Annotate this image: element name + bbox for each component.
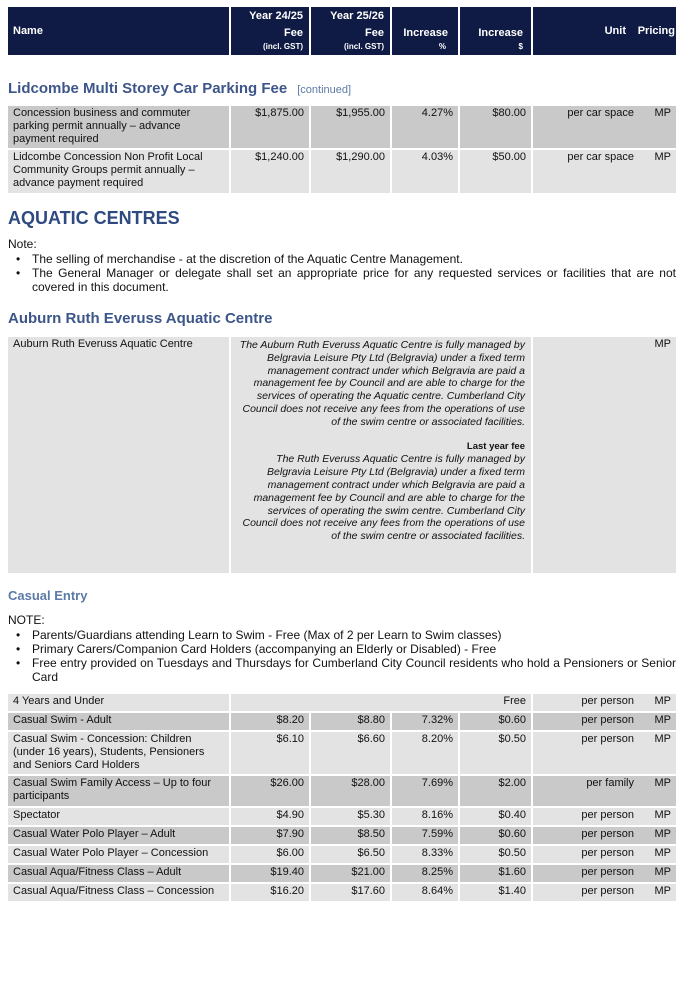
row-pricing: MP <box>639 865 676 882</box>
row-fee-2425: $7.90 <box>231 827 309 844</box>
row-fee-2526: $1,955.00 <box>311 106 390 148</box>
row-name: Casual Water Polo Player – Concession <box>8 846 229 863</box>
parking-section-title <box>8 80 351 97</box>
header-unit: Unit <box>604 25 626 37</box>
row-unit: per person <box>533 884 639 901</box>
row-name: Casual Swim - Adult <box>8 713 229 730</box>
row-name: Concession business and commuter parking permit annually – advance payment required <box>8 106 229 148</box>
row-increase-pct: 8.25% <box>392 865 458 882</box>
row-pricing: MP <box>639 732 676 774</box>
row-increase-dollar: $2.00 <box>460 776 531 806</box>
row-pricing: MP <box>639 808 676 825</box>
row-unit: per car space <box>533 106 639 148</box>
list-item: • The General Manager or delegate shall set an appropriate price for any requested services or facilities that are not covered in this document. <box>14 266 676 294</box>
row-unit: per person <box>533 808 639 825</box>
row-fee-2526: $8.80 <box>311 713 390 730</box>
header-inc-pct: Increase <box>403 27 448 39</box>
row-pricing: MP <box>639 846 676 863</box>
table-row <box>8 732 676 774</box>
row-fee-2425: $16.20 <box>231 884 309 901</box>
row-increase-dollar: $1.60 <box>460 865 531 882</box>
row-increase-dollar: $0.50 <box>460 732 531 774</box>
row-fee-2425: $1,240.00 <box>231 150 309 193</box>
table-row <box>8 106 676 148</box>
row-fee-2425: $8.20 <box>231 713 309 730</box>
row-pricing: MP <box>639 713 676 730</box>
row-increase-pct: 4.03% <box>392 150 458 193</box>
row-pricing: MP <box>639 106 676 148</box>
row-fee-2425: $19.40 <box>231 865 309 882</box>
auburn-description-text: The Auburn Ruth Everuss Aquatic Centre is fully managed by Belgravia Leisure Pty Ltd (Belgravia) under a fixed term management contract under which Belgravia are paid a management fee by Council and are able to charge for the services of operating the Aquatic centre. Cumberland City Council does not receive any fees from the operations of use of the swim centre or associated facilities. <box>239 339 525 428</box>
header-unit-col <box>533 7 676 55</box>
header-inc-dol: Increase <box>478 27 523 39</box>
row-fee-2526: $6.60 <box>311 732 390 774</box>
last-year-text: The Ruth Everuss Aquatic Centre is fully managed by Belgravia Leisure Pty Ltd (Belgravia) under a fixed term management contract under which Belgravia are paid a management fee by Council and are able to charge for the services of operating the swim centre. Cumberland City Council does not receive any fees from the operations of use of the swim centre or associated facilities. <box>242 453 525 543</box>
row-fee-2526: $17.60 <box>311 884 390 901</box>
row-fee-free: Free <box>231 694 531 711</box>
row-increase-dollar: $80.00 <box>460 106 531 148</box>
aquatic-notes-list <box>14 252 676 294</box>
row-fee-2526: $5.30 <box>311 808 390 825</box>
row-fee-2425: $6.00 <box>231 846 309 863</box>
table-row <box>8 827 676 844</box>
row-fee-2425: $26.00 <box>231 776 309 806</box>
row-pricing: MP <box>639 776 676 806</box>
row-increase-dollar: $0.60 <box>460 713 531 730</box>
row-increase-dollar: $1.40 <box>460 884 531 901</box>
header-year1-fee: Fee <box>284 27 303 39</box>
row-increase-pct: 7.32% <box>392 713 458 730</box>
continued-label: [continued] <box>297 84 352 96</box>
row-pricing: MP <box>533 337 676 573</box>
row-pricing: MP <box>639 694 676 711</box>
list-item: • Parents/Guardians attending Learn to Swim - Free (Max of 2 per Learn to Swim classes) <box>14 628 676 642</box>
row-increase-pct: 8.16% <box>392 808 458 825</box>
row-increase-dollar: $0.40 <box>460 808 531 825</box>
header-name: Name <box>13 25 43 37</box>
row-fee-2526: $28.00 <box>311 776 390 806</box>
header-inc-pct-unit: % <box>438 42 446 51</box>
table-row <box>8 884 676 901</box>
table-row <box>8 808 676 825</box>
row-increase-pct: 4.27% <box>392 106 458 148</box>
row-name: Casual Swim - Concession: Children (under 16 years), Students, Pensioners and Seniors Card Holders <box>8 732 229 774</box>
row-pricing: MP <box>639 150 676 193</box>
row-increase-dollar: $0.60 <box>460 827 531 844</box>
header-year2-col <box>311 7 390 55</box>
row-unit: per family <box>533 776 639 806</box>
row-name: Casual Water Polo Player – Adult <box>8 827 229 844</box>
header-year1-gst: (incl. GST) <box>263 42 303 51</box>
row-unit: per person <box>533 846 639 863</box>
row-name: 4 Years and Under <box>8 694 229 711</box>
row-unit: per car space <box>533 150 639 193</box>
row-name: Casual Aqua/Fitness Class – Adult <box>8 865 229 882</box>
table-row <box>8 776 676 806</box>
auburn-description <box>231 337 531 573</box>
table-row <box>8 865 676 882</box>
last-year-label: Last year fee <box>466 440 525 452</box>
row-fee-2526: $6.50 <box>311 846 390 863</box>
row-pricing: MP <box>639 827 676 844</box>
row-pricing: MP <box>639 884 676 901</box>
table-row <box>8 337 676 573</box>
casual-section-title: Casual Entry <box>8 588 88 603</box>
row-name: Casual Swim Family Access – Up to four participants <box>8 776 229 806</box>
row-fee-2526: $8.50 <box>311 827 390 844</box>
aquatic-section-title: AQUATIC CENTRES <box>8 208 180 228</box>
table-row <box>8 846 676 863</box>
header-inc-pct-col <box>392 7 458 55</box>
header-year1-col <box>231 7 309 55</box>
row-increase-pct: 8.20% <box>392 732 458 774</box>
row-name: Lidcombe Concession Non Profit Local Community Groups permit annually – advance payment required <box>8 150 229 193</box>
table-row <box>8 713 676 730</box>
row-fee-2526: $1,290.00 <box>311 150 390 193</box>
row-unit: per person <box>533 694 639 711</box>
list-item: • Primary Carers/Companion Card Holders (accompanying an Elderly or Disabled) - Free <box>14 642 676 656</box>
row-increase-pct: 7.59% <box>392 827 458 844</box>
table-row <box>8 694 676 711</box>
row-name: Auburn Ruth Everuss Aquatic Centre <box>8 337 229 573</box>
row-unit: per person <box>533 713 639 730</box>
parking-title-text: Lidcombe Multi Storey Car Parking Fee <box>8 80 288 97</box>
row-fee-2526: $21.00 <box>311 865 390 882</box>
auburn-section-title: Auburn Ruth Everuss Aquatic Centre <box>8 310 273 327</box>
header-year2-gst: (incl. GST) <box>344 42 384 51</box>
header-year2-fee: Fee <box>365 27 384 39</box>
row-increase-dollar: $50.00 <box>460 150 531 193</box>
row-fee-2425: $1,875.00 <box>231 106 309 148</box>
header-year2: Year 25/26 <box>330 10 384 22</box>
table-row <box>8 150 676 193</box>
header-inc-dol-unit: $ <box>518 42 523 51</box>
aquatic-note-label: Note: <box>8 237 37 251</box>
row-increase-pct: 8.33% <box>392 846 458 863</box>
row-fee-2425: $6.10 <box>231 732 309 774</box>
row-name: Casual Aqua/Fitness Class – Concession <box>8 884 229 901</box>
list-item: • The selling of merchandise - at the discretion of the Aquatic Centre Management. <box>14 252 676 266</box>
casual-note-label: NOTE: <box>8 613 45 627</box>
row-name: Spectator <box>8 808 229 825</box>
row-increase-dollar: $0.50 <box>460 846 531 863</box>
header-pricing: Pricing <box>637 25 675 37</box>
list-item: • Free entry provided on Tuesdays and Thursdays for Cumberland City Council residents who hold a Pensioners or Senior Card <box>14 656 676 684</box>
casual-notes-list <box>14 628 676 684</box>
row-unit: per person <box>533 865 639 882</box>
row-unit: per person <box>533 827 639 844</box>
header-year1: Year 24/25 <box>249 10 303 22</box>
header-name-col <box>8 7 229 55</box>
row-unit: per person <box>533 732 639 774</box>
row-fee-2425: $4.90 <box>231 808 309 825</box>
header-inc-dol-col <box>460 7 531 55</box>
row-increase-pct: 7.69% <box>392 776 458 806</box>
row-increase-pct: 8.64% <box>392 884 458 901</box>
